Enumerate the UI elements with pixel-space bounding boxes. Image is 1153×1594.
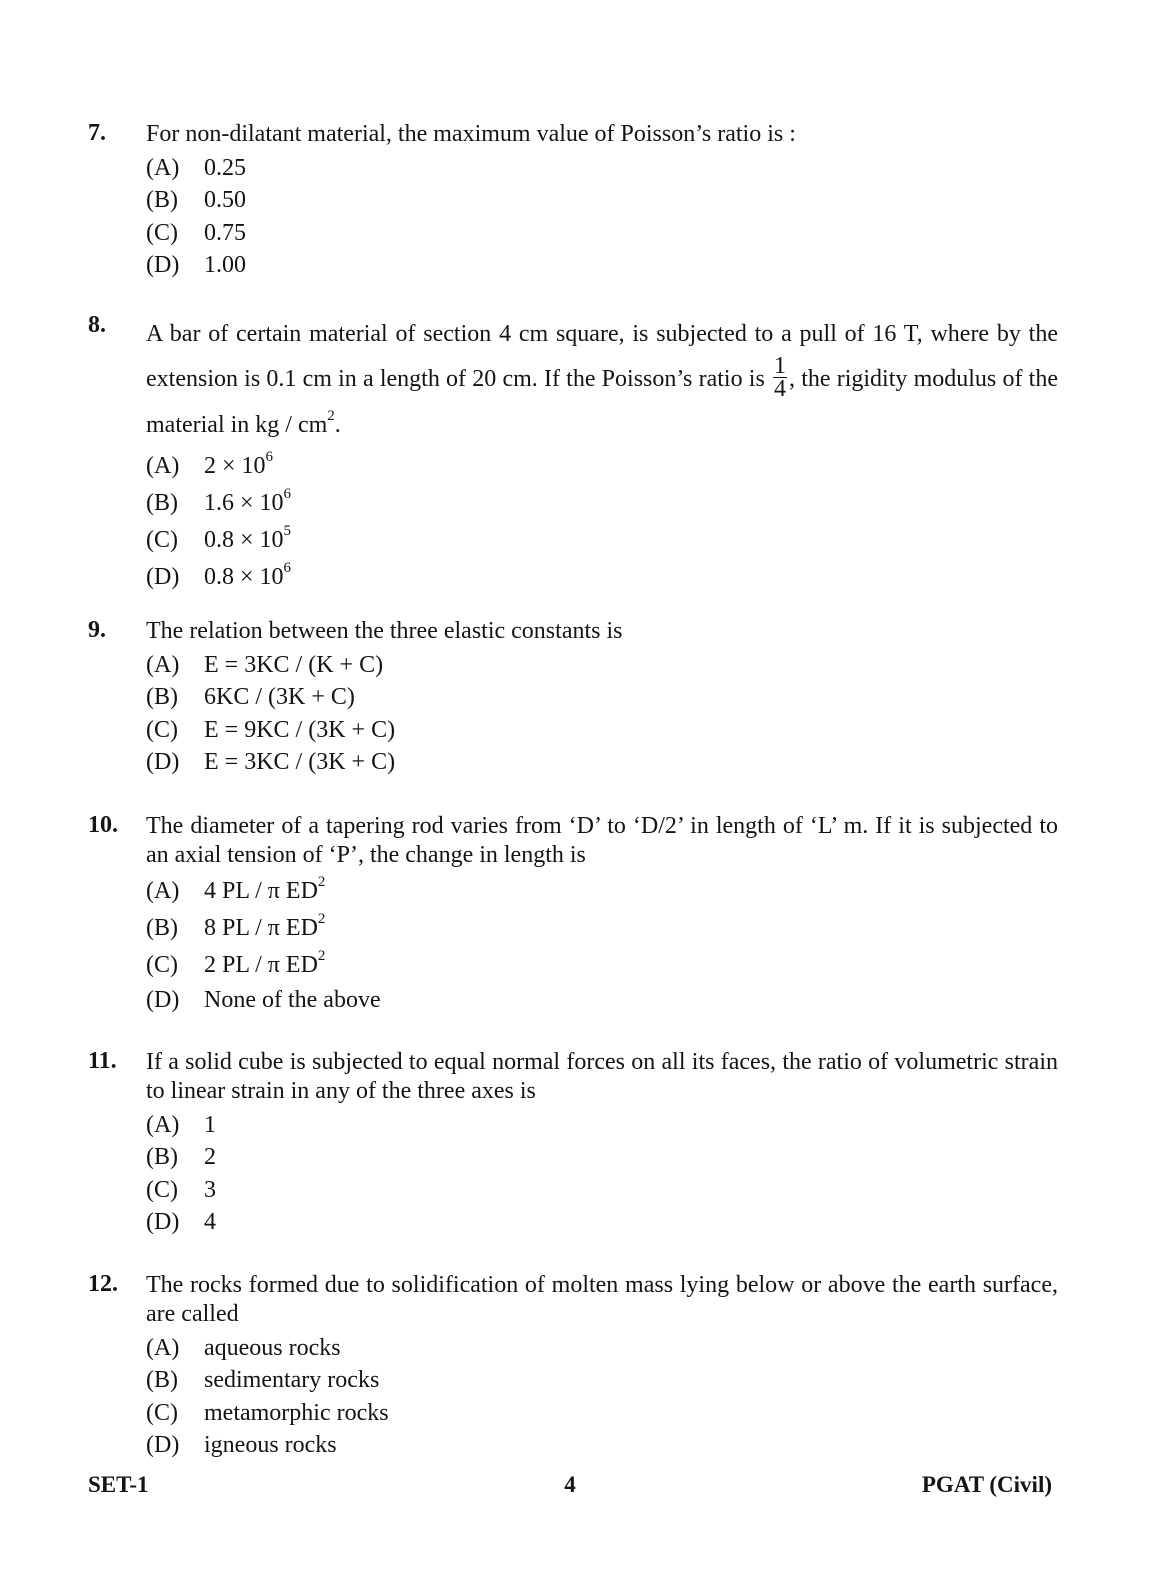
option-label: (B) [146,187,178,214]
options-list [146,649,1058,779]
question-text-part: A bar of certain material of section 4 cm square, is subjected to a pull of 16 T, where by the extension is 0.1 cm in a length of 20 cm. If the Poisson’s ratio is [146,321,1058,392]
option-d [146,984,1058,1017]
option-text: 2 [204,1144,216,1171]
exponent: 5 [283,522,292,539]
option-text: 1 [204,1111,216,1138]
option-label: (C) [146,1399,178,1426]
option-a [146,649,1058,682]
question-number: 11. [88,1048,117,1074]
option-label: (C) [146,219,178,246]
option-label: (B) [146,1144,178,1171]
option-text [204,522,292,554]
exponent: 2 [317,874,326,890]
option-b [146,485,1058,522]
option-text: metamorphic rocks [204,1399,389,1426]
options-list [146,448,1058,596]
option-label: (D) [146,986,180,1013]
option-label: (D) [146,1209,180,1236]
set-label: SET-1 [88,1472,149,1497]
option-base: 8 PL / π ED [204,915,318,941]
option-text: 4 [204,1209,216,1236]
option-label: (B) [146,684,178,711]
options-list [146,1332,1058,1462]
option-text: E = 9KC / (3K + C) [204,716,396,743]
option-b [146,1142,1058,1175]
question-number: 9. [88,617,106,643]
option-c [146,522,1058,559]
option-label: (A) [146,1111,180,1138]
option-text [204,448,274,480]
option-c [146,714,1058,747]
option-label: (D) [146,749,180,776]
option-label: (A) [146,1334,180,1361]
option-b [146,185,1058,218]
options-list [146,873,1058,1017]
option-text: E = 3KC / (3K + C) [204,749,396,776]
option-d [146,1207,1058,1240]
option-label: (C) [146,1176,178,1203]
question-11 [88,1048,1058,1239]
options-list [146,152,1058,282]
option-a [146,1109,1058,1142]
option-c [146,1174,1058,1207]
option-label: (A) [146,452,180,479]
page-number: 4 [564,1472,576,1497]
option-label: (A) [146,651,180,678]
option-label: (D) [146,1432,180,1459]
option-text [204,911,326,942]
option-text: 3 [204,1176,216,1203]
option-d [146,747,1058,780]
question-text: For non-dilatant material, the maximum value of Poisson’s ratio is : [146,121,796,147]
question-text: The relation between the three elastic constants is [146,618,623,644]
option-d [146,559,1058,596]
exponent: 6 [265,448,274,465]
option-base: 0.8 × 10 [204,563,284,590]
question-text: The diameter of a tapering rod varies from ‘D’ to ‘D/2’ in length of ‘L’ m. If it is subjected to an axial tension of ‘P’, the change in length is [146,813,1058,868]
option-a [146,448,1058,485]
question-9 [88,617,1058,779]
question-text-part: , the rigidity modulus of the material in kg / cm [146,366,1058,438]
option-label: (B) [146,1367,178,1394]
exponent: 6 [283,485,292,502]
option-text [204,485,292,517]
option-c [146,947,1058,984]
question-text [146,312,1058,448]
option-c [146,217,1058,250]
option-text: 1.00 [204,252,246,279]
option-label: (A) [146,878,180,904]
question-number: 12. [88,1271,118,1297]
option-label: (B) [146,489,178,516]
option-text: None of the above [204,986,381,1013]
superscript: 2 [327,407,335,424]
option-b [146,682,1058,715]
option-text: 6KC / (3K + C) [204,684,355,711]
option-b [146,1365,1058,1398]
option-text [204,948,326,979]
fraction [773,352,787,402]
option-base: 4 PL / π ED [204,878,318,904]
option-label: (C) [146,716,178,743]
fraction-numerator: 1 [774,352,786,379]
options-list [146,1109,1058,1239]
option-text [204,559,292,591]
option-a [146,873,1058,910]
option-label: (C) [146,952,178,978]
option-text: sedimentary rocks [204,1367,380,1394]
option-base: 1.6 × 10 [204,489,284,516]
option-text: 0.75 [204,219,246,246]
option-label: (D) [146,563,180,590]
question-7 [88,120,1058,282]
option-text: igneous rocks [204,1432,337,1459]
option-text [204,874,326,905]
option-base: 2 PL / π ED [204,952,318,978]
option-c [146,1397,1058,1430]
question-10 [88,812,1058,1017]
question-number: 8. [88,312,106,338]
question-8 [88,312,1058,596]
question-text: The rocks formed due to solidification of molten mass lying below or above the earth surface, are called [146,1272,1058,1327]
exponent: 2 [317,948,326,964]
option-d [146,1430,1058,1463]
paper-title: PGAT (Civil) [921,1472,1052,1497]
option-text: aqueous rocks [204,1334,341,1361]
option-base: 0.8 × 10 [204,526,284,553]
fraction-denominator: 4 [774,375,786,402]
question-12 [88,1271,1058,1462]
page-footer [88,1472,1052,1502]
option-base: 2 × 10 [204,452,266,479]
option-a [146,1332,1058,1365]
option-label: (C) [146,526,178,553]
question-text: If a solid cube is subjected to equal normal forces on all its faces, the ratio of volumetric strain to linear strain in any of the three axes is [146,1049,1058,1104]
question-number: 7. [88,120,106,146]
option-d [146,250,1058,283]
option-a [146,152,1058,185]
question-text-end: . [334,411,341,438]
option-label: (D) [146,252,180,279]
option-text: E = 3KC / (K + C) [204,651,384,678]
option-label: (A) [146,154,180,181]
option-text: 0.25 [204,154,246,181]
question-number: 10. [88,812,118,838]
exponent: 6 [283,559,292,576]
option-b [146,910,1058,947]
exponent: 2 [317,911,326,927]
option-label: (B) [146,915,178,941]
option-text: 0.50 [204,187,246,214]
